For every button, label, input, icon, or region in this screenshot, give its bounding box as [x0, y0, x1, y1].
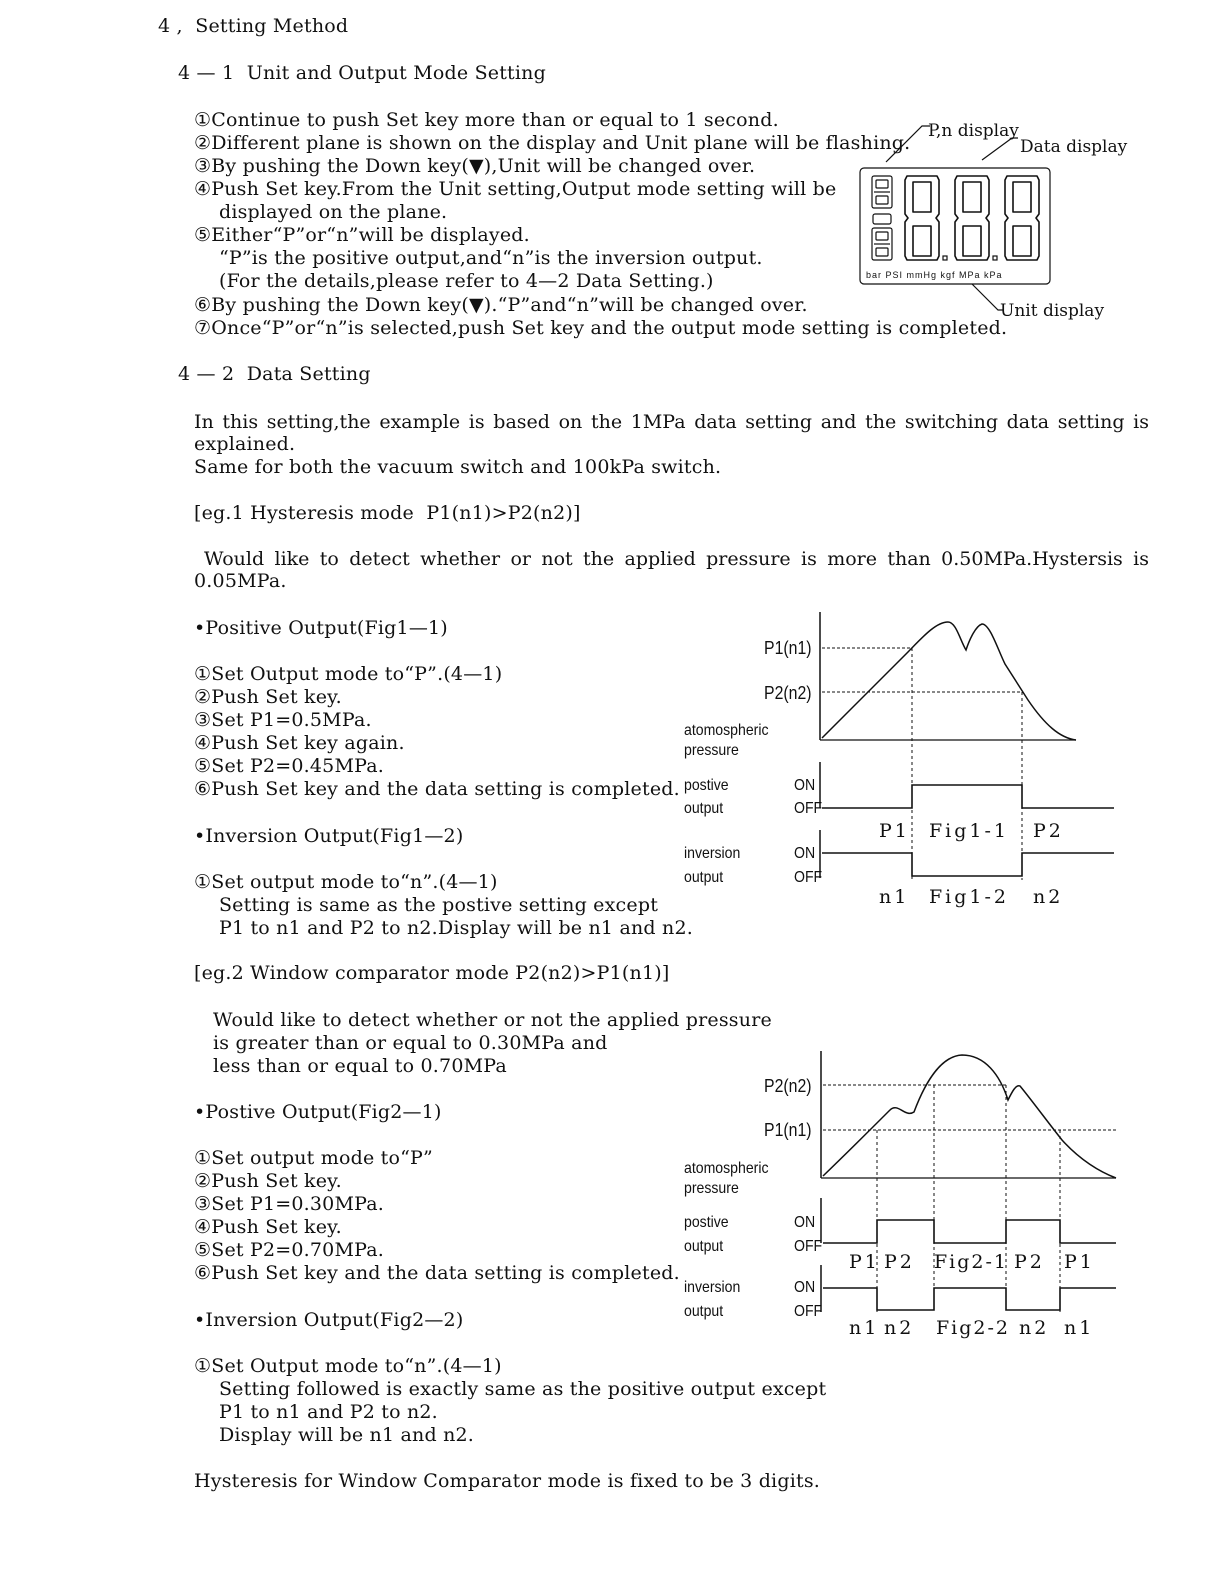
step-line: ②Different plane is shown on the display and Unit plane will be flashing.: [194, 132, 911, 154]
fig1-row-label: P1: [879, 820, 910, 842]
fig2-row-label: n1: [849, 1317, 880, 1339]
fig1-on-label: ON: [794, 845, 816, 862]
inversion-output-title: •Inversion Output(Fig1—2): [194, 825, 464, 847]
fig1-on-label: ON: [794, 777, 816, 794]
fig1-inv-label: inversion: [684, 845, 741, 862]
fig2-row-label: P1: [1064, 1251, 1095, 1273]
fig1-atm-label: atomospheric: [684, 722, 769, 739]
step-line: Setting is same as the postive setting except: [194, 894, 659, 916]
fig2-caption: Fig2-2: [936, 1317, 1011, 1339]
fig2-row-label: P2: [1014, 1251, 1045, 1273]
example-1-description: 0.05MPa.: [194, 570, 287, 592]
fig1-pos-label: output: [684, 800, 724, 817]
fig1-p1-label: P1(n1): [764, 638, 812, 658]
step-line: ⑥Push Set key and the data setting is completed.: [194, 1262, 680, 1284]
fig2-off-label: OFF: [794, 1238, 823, 1255]
fig2-inv-label: output: [684, 1303, 724, 1320]
fig1-caption: Fig1-1: [929, 820, 1010, 842]
example-2-description: Would like to detect whether or not the applied pressure: [213, 1009, 772, 1031]
step-line: ①Set Output mode to“P”.(4—1): [194, 663, 503, 685]
fig2-row-label: n1: [1064, 1317, 1095, 1339]
unit-names-strip: bar PSI mmHg kgf MPa kPa: [866, 270, 1003, 280]
example-2-title: [eg.2 Window comparator mode P2(n2)>P1(n1)]: [194, 962, 670, 984]
step-line: ①Set output mode to“P”: [194, 1147, 433, 1169]
fig1-p2-label: P2(n2): [764, 683, 812, 703]
fig2-pos-label: postive: [684, 1214, 729, 1231]
step-line: ⑤Either“P”or“n”will be displayed.: [194, 224, 530, 246]
subsection-heading-4-2: 4 — 2 Data Setting: [178, 363, 371, 385]
fig1-pos-label: postive: [684, 777, 729, 794]
step-line: ②Push Set key.: [194, 1170, 342, 1192]
step-line: ③By pushing the Down key(▼),Unit will be changed over.: [194, 155, 756, 177]
footer-note: Hysteresis for Window Comparator mode is fixed to be 3 digits.: [194, 1470, 821, 1492]
step-line: ⑥Push Set key and the data setting is completed.: [194, 778, 680, 800]
step-line: ③Set P1=0.30MPa.: [194, 1193, 385, 1215]
step-line: P1 to n1 and P2 to n2.: [194, 1401, 438, 1423]
step-line: ①Continue to push Set key more than or equal to 1 second.: [194, 109, 779, 131]
step-line: ②Push Set key.: [194, 686, 342, 708]
step-line: ①Set Output mode to“n”.(4—1): [194, 1355, 502, 1377]
fig2-on-label: ON: [794, 1214, 816, 1231]
step-line: displayed on the plane.: [194, 201, 448, 223]
intro-line: explained.: [194, 433, 296, 455]
fig2-off-label: OFF: [794, 1303, 823, 1320]
fig2-atm-label: atomospheric: [684, 1160, 769, 1177]
step-line: Display will be n1 and n2.: [194, 1424, 475, 1446]
fig1-caption: Fig1-2: [929, 886, 1010, 908]
fig2-inv-label: inversion: [684, 1279, 741, 1296]
fig1-atm-label: pressure: [684, 742, 739, 759]
intro-line: In this setting,the example is based on the 1MPa data setting and the switching data setting is: [194, 411, 1149, 433]
step-line: ⑤Set P2=0.70MPa.: [194, 1239, 385, 1261]
step-line: ①Set output mode to“n”.(4—1): [194, 871, 498, 893]
fig1-row-label: n1: [879, 886, 910, 908]
step-line: ④Push Set key again.: [194, 732, 405, 754]
fig2-row-label: n2: [1019, 1317, 1050, 1339]
example-1-title: [eg.1 Hysteresis mode P1(n1)>P2(n2)]: [194, 502, 581, 524]
step-line: Setting followed is exactly same as the positive output except: [194, 1378, 827, 1400]
pn-display-label: P,n display: [928, 121, 1019, 141]
fig2-on-label: ON: [794, 1279, 816, 1296]
fig1-inv-label: output: [684, 869, 724, 886]
step-line: ③Set P1=0.5MPa.: [194, 709, 372, 731]
step-line: P1 to n1 and P2 to n2.Display will be n1 and n2.: [194, 917, 693, 939]
step-line: (For the details,please refer to 4—2 Data Setting.): [194, 270, 714, 292]
step-line: ⑤Set P2=0.45MPa.: [194, 755, 385, 777]
intro-line: Same for both the vacuum switch and 100kPa switch.: [194, 456, 722, 478]
fig2-row-label: n2: [884, 1317, 915, 1339]
unit-display-label: Unit display: [1000, 301, 1105, 321]
fig2-row-label: P2: [884, 1251, 915, 1273]
inversion-output-title: •Inversion Output(Fig2—2): [194, 1309, 464, 1331]
data-display-label: Data display: [1020, 137, 1128, 157]
step-line: ⑥By pushing the Down key(▼).“P”and“n”will be changed over.: [194, 294, 808, 316]
step-line: “P”is the positive output,and“n”is the inversion output.: [194, 247, 763, 269]
fig1-off-label: OFF: [794, 869, 823, 886]
fig1-row-label: n2: [1033, 886, 1064, 908]
step-line: ⑦Once“P”or“n”is selected,push Set key and the output mode setting is completed.: [194, 317, 1008, 339]
section-heading: 4 , Setting Method: [158, 15, 349, 37]
positive-output-title: •Positive Output(Fig1—1): [194, 617, 448, 639]
example-2-description: less than or equal to 0.70MPa: [213, 1055, 507, 1077]
fig1-row-label: P2: [1033, 820, 1064, 842]
fig2-pos-label: output: [684, 1238, 724, 1255]
example-1-description: Would like to detect whether or not the applied pressure is more than 0.50MPa.Hystersis is: [204, 548, 1149, 570]
positive-output-title: •Postive Output(Fig2—1): [194, 1101, 442, 1123]
step-line: ④Push Set key.: [194, 1216, 342, 1238]
fig2-p1-label: P1(n1): [764, 1120, 812, 1140]
fig2-p2-label: P2(n2): [764, 1076, 812, 1096]
fig2-caption: Fig2-1: [934, 1251, 1009, 1273]
example-2-description: is greater than or equal to 0.30MPa and: [213, 1032, 608, 1054]
subsection-heading-4-1: 4 — 1 Unit and Output Mode Setting: [178, 62, 546, 84]
fig2-row-label: P1: [849, 1251, 880, 1273]
step-line: ④Push Set key.From the Unit setting,Output mode setting will be: [194, 178, 837, 200]
fig1-off-label: OFF: [794, 800, 823, 817]
fig2-atm-label: pressure: [684, 1180, 739, 1197]
